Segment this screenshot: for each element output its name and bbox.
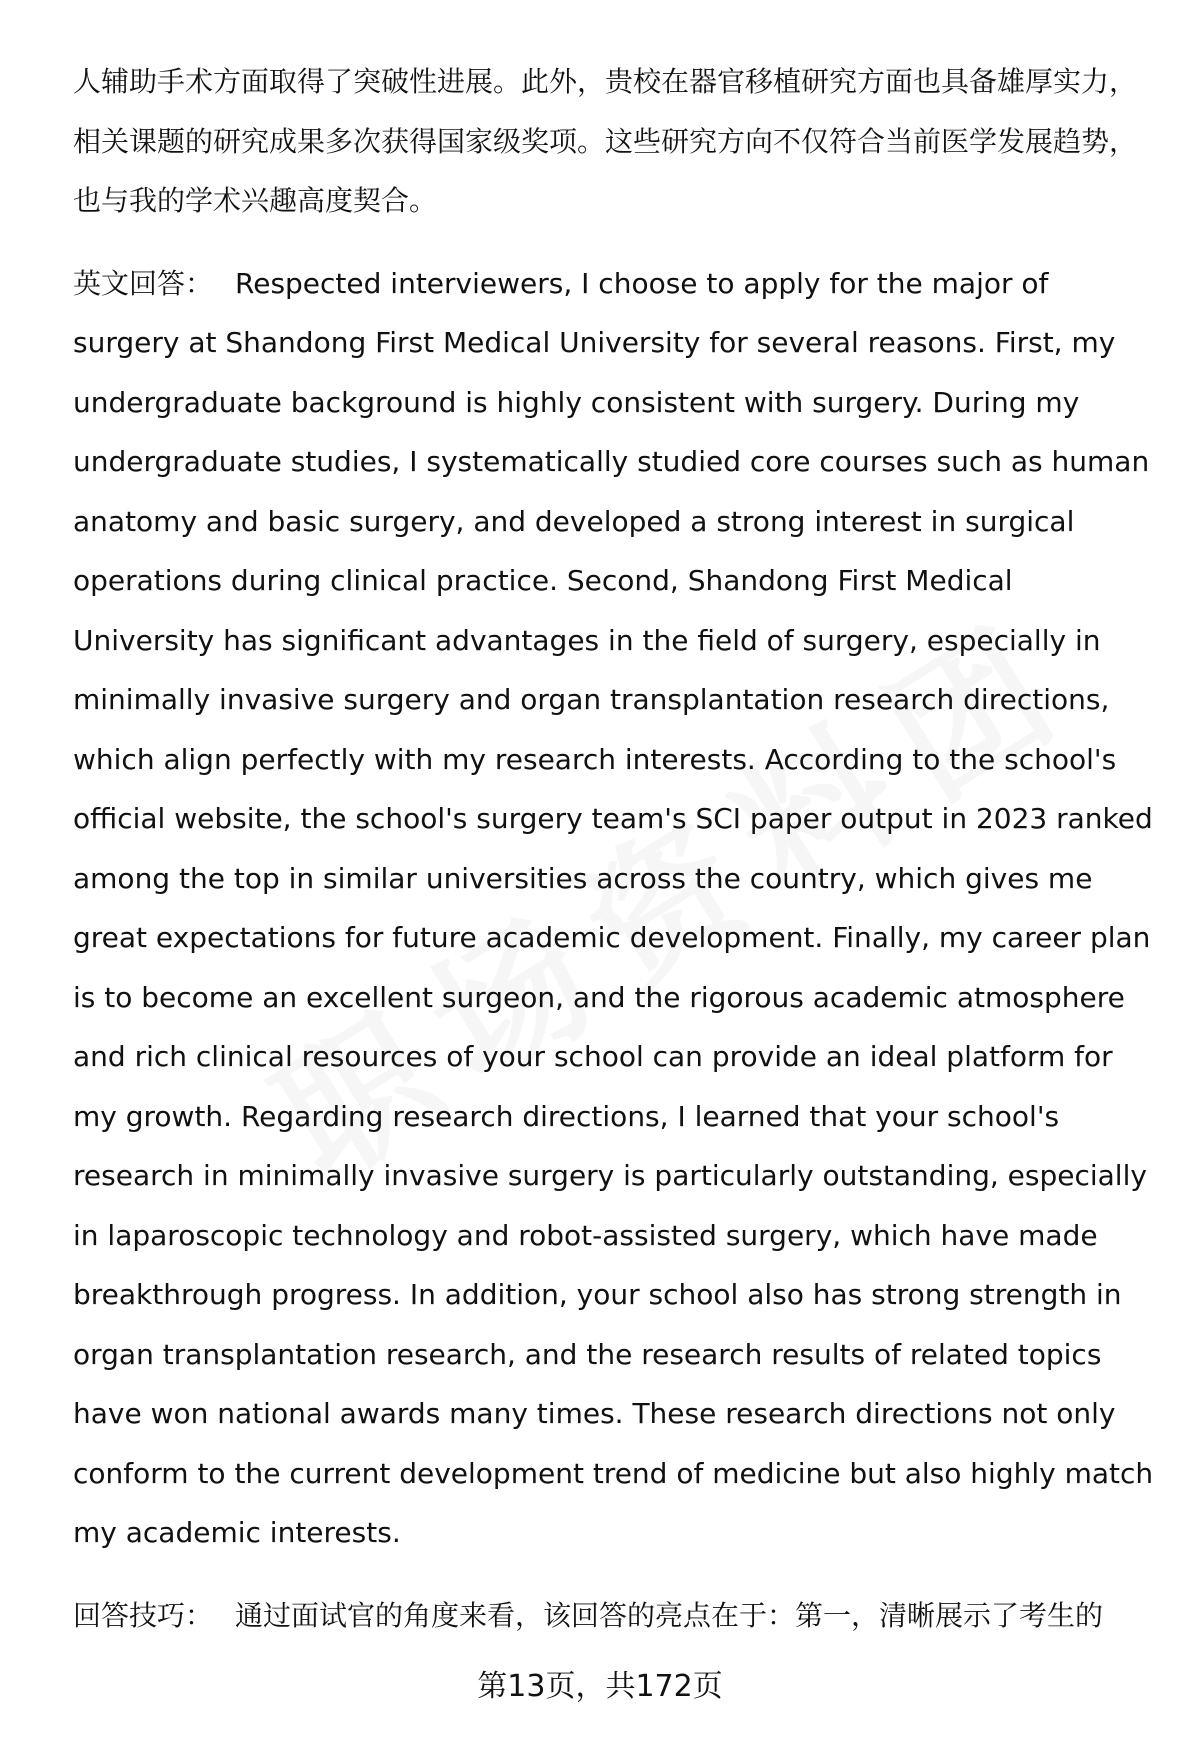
page-number-footer: 第13页，共172页 — [477, 1669, 723, 1704]
english-answer-paragraph — [73, 254, 1158, 1563]
answer-tips-paragraph — [73, 1586, 1158, 1646]
english-answer-text: Respected interviewers, I choose to apply for the major of surgery at Shandong First Medical University for several reasons. First, my undergraduate background is highly consistent with surgery. During my undergraduate studies, I systematically studied core courses such as human anatomy and basic surgery, and developed a strong interest in surgical operations during clinical practice. Second, Shandong First Medical University has significant advantages in the field of surgery, especially in minimally invasive surgery and organ transplantation research directions, which align perfectly with my research interests. According to the school's official website, the school's surgery team's SCI paper output in 2023 ranked among the top in similar universities across the country, which gives me great expectations for future academic development. Finally, my career plan is to become an excellent surgeon, and the rigorous academic atmosphere and rich clinical resources of your school can provide an ideal platform for my growth. Regarding research directions, I learned that your school's research in minimally invasive surgery is particularly outstanding, especially in laparoscopic technology and robot-assisted surgery, which have made breakthrough progress. In addition, your school also has strong strength in organ transplantation research, and the research results of related topics have won national awards many times. These research directions not only conform to the current development trend of medicine but also highly match my academic interests. — [73, 266, 1154, 1549]
intro-paragraph: 人辅助手术方面取得了突破性进展。此外，贵校在器官移植研究方面也具备雄厚实力，相关课题的研究成果多次获得国家级奖项。这些研究方向不仅符合当前医学发展趋势，也与我的学术兴趣高度契合。 — [73, 65, 1138, 217]
page-content — [73, 52, 1158, 1645]
answer-tips-label: 回答技巧： — [73, 1598, 214, 1632]
answer-tips-text: 通过面试官的角度来看，该回答的亮点在于：第一，清晰展示了考生的 — [235, 1598, 1104, 1632]
english-answer-label: 英文回答： — [73, 266, 214, 300]
